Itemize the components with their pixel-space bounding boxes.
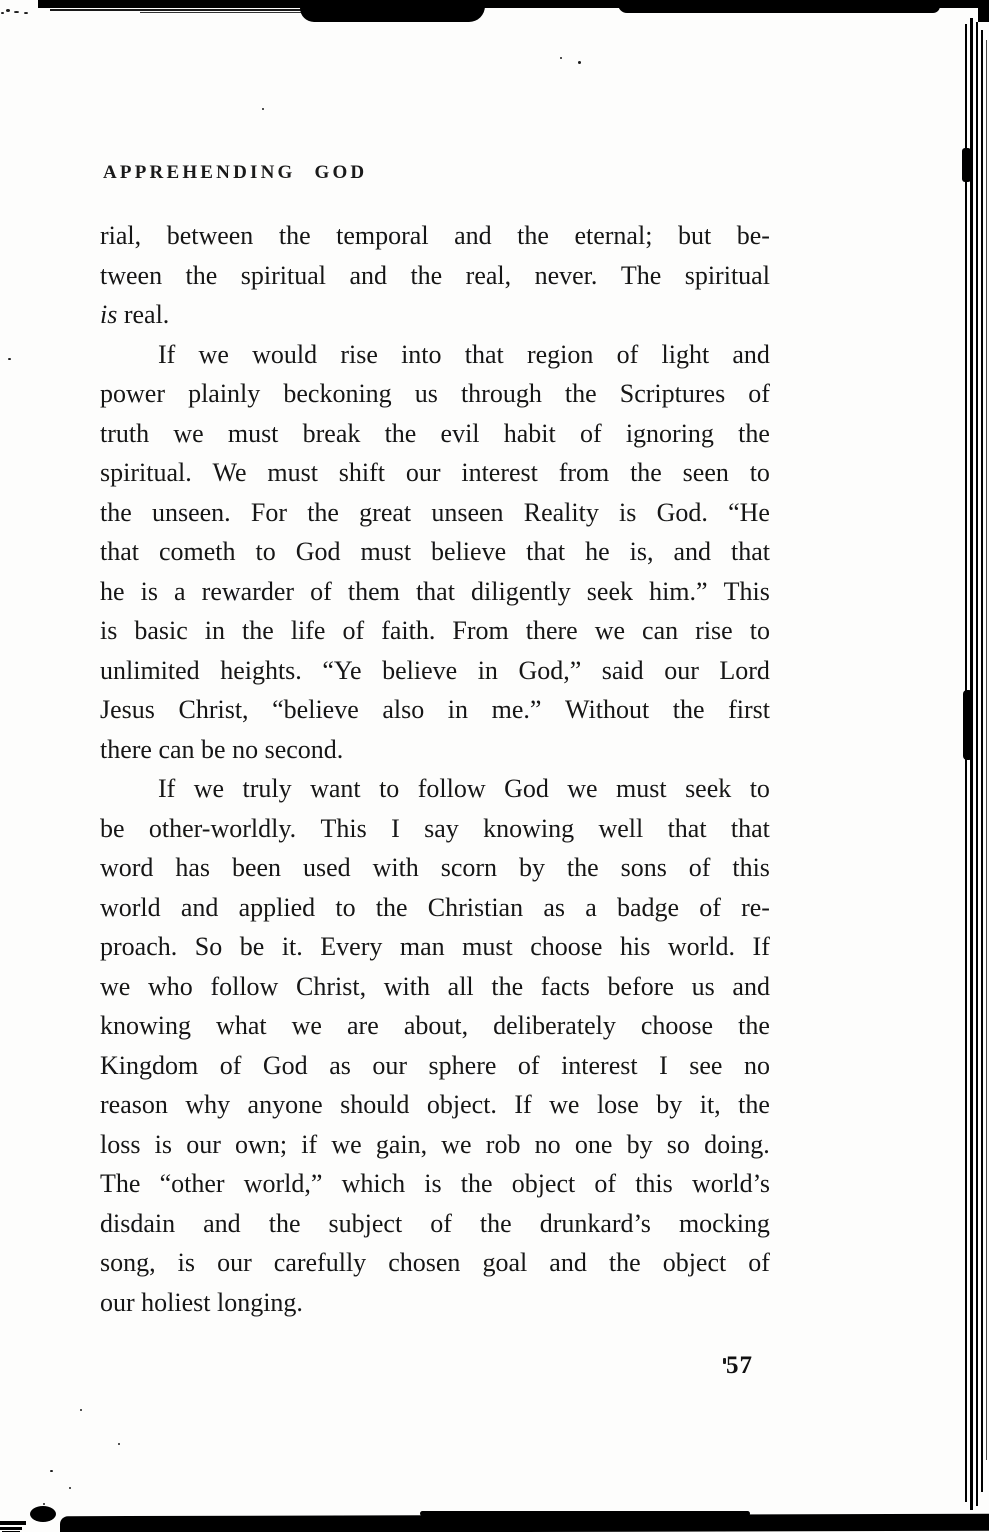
scan-artifact-bottom-band xyxy=(420,1511,750,1516)
scan-artifact-top-streak xyxy=(140,12,400,13)
scan-artifact-page-edge-line xyxy=(970,18,973,1510)
scan-artifact-page-edge-line xyxy=(976,22,978,1506)
page-number: 57 xyxy=(726,1352,753,1379)
scan-speck xyxy=(262,108,264,110)
scan-artifact-page-edge-line xyxy=(986,40,987,1460)
text-line: Jesus Christ, “believe also in me.” Without the first xyxy=(100,695,770,724)
scan-speck xyxy=(43,1503,45,1505)
scan-artifact-bottom-band xyxy=(60,1514,989,1532)
text-line: If we truly want to follow God we must seek to xyxy=(158,774,770,803)
text-line: world and applied to the Christian as a badge of re- xyxy=(100,892,770,922)
text-line: is basic in the life of faith. From there we can rise to xyxy=(100,616,770,645)
scan-speck xyxy=(80,1409,82,1411)
scan-artifact-bottom-blob xyxy=(30,1506,56,1522)
text-line: knowing what we are about, deliberately choose the xyxy=(100,1011,770,1040)
text-line: our holiest longing. xyxy=(100,1287,303,1317)
text-line: loss is our own; if we gain, we rob no one by so doing. xyxy=(100,1129,770,1159)
scan-artifact-top-bulge xyxy=(300,0,485,22)
text-line: reason why anyone should object. If we lose by it, the xyxy=(100,1090,770,1119)
scan-speck xyxy=(1,12,4,14)
text-line: tween the spiritual and the real, never. The spiritual xyxy=(100,260,770,290)
scan-artifact-top-bulge xyxy=(618,0,940,13)
scan-artifact-page-edge-blob xyxy=(962,148,971,182)
scan-speck xyxy=(50,1470,53,1472)
text-line: truth we must break the evil habit of ignoring the xyxy=(100,418,770,448)
text-line: song, is our carefully chosen goal and the object of xyxy=(100,1248,770,1277)
scan-speck xyxy=(14,11,19,13)
scan-speck xyxy=(69,1487,71,1489)
scan-artifact-top-corner xyxy=(978,0,989,22)
text-line: power plainly beckoning us through the Scriptures of xyxy=(100,379,770,408)
scan-artifact-bottom-left-mark xyxy=(0,1527,22,1530)
text-line: he is a rewarder of them that diligently seek him.” This xyxy=(100,576,770,606)
text-line: we who follow Christ, with all the facts before us and xyxy=(100,971,770,1001)
scan-speck xyxy=(578,61,581,64)
text-line: proach. So be it. Every man must choose his world. If xyxy=(100,932,770,961)
scan-speck xyxy=(8,358,11,360)
text-line: unlimited heights. “Ye believe in God,” said our Lord xyxy=(100,655,770,685)
text-line: spiritual. We must shift our interest from the seen to xyxy=(100,458,770,487)
text-line: is real. xyxy=(100,300,170,329)
text-line: be other-worldly. This I say knowing well that that xyxy=(100,813,770,843)
scan-speck xyxy=(118,1443,120,1445)
text-line: rial, between the temporal and the eternal; but be- xyxy=(100,221,770,250)
running-header: APPREHENDING GOD xyxy=(103,162,368,183)
scan-artifact-page-edge-blob xyxy=(963,690,973,760)
scan-artifact-page-edge-line xyxy=(981,30,983,1492)
scan-artifact-bottom-left-mark xyxy=(0,1521,26,1525)
body-text xyxy=(100,216,770,1322)
scan-artifact-page-edge-line xyxy=(965,24,967,1502)
text-line: that cometh to God must believe that he is, and that xyxy=(100,537,770,566)
text-line: disdain and the subject of the drunkard’s mocking xyxy=(100,1208,770,1238)
text-line: Kingdom of God as our sphere of interest I see no xyxy=(100,1050,770,1080)
scan-speck xyxy=(6,9,10,12)
scan-speck xyxy=(560,57,562,59)
text-line: If we would rise into that region of light and xyxy=(158,339,770,369)
text-line: the unseen. For the great unseen Reality is God. “He xyxy=(100,497,770,527)
text-line: there can be no second. xyxy=(100,734,344,764)
text-line: word has been used with scorn by the sons of this xyxy=(100,853,770,882)
text-line: The “other world,” which is the object of this world’s xyxy=(100,1169,770,1198)
scan-artifact-top-streak xyxy=(50,9,470,11)
scan-speck xyxy=(24,12,28,14)
